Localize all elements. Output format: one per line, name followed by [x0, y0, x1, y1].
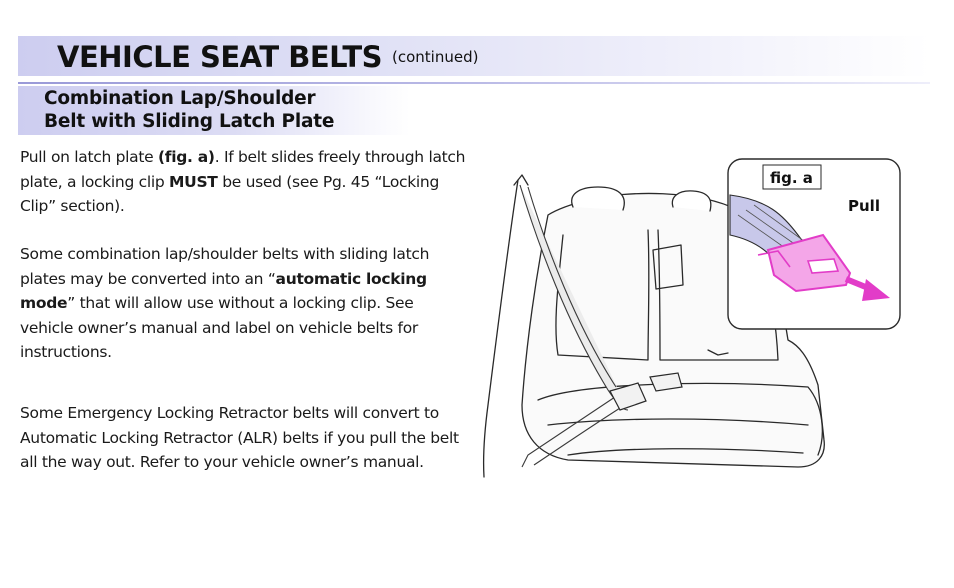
p1-text-2: . If belt slides freely through latch plate, a locking clip [20, 148, 466, 191]
fig-a-label: fig. a [770, 169, 813, 187]
paragraph-automatic-locking [20, 242, 470, 365]
p1-must: MUST [169, 172, 218, 191]
section-title [44, 87, 424, 133]
section-title-line2: Belt with Sliding Latch Plate [44, 111, 335, 132]
page-subtitle: (continued) [392, 48, 479, 66]
page-title: VEHICLE SEAT BELTS [57, 40, 383, 74]
seat-belt-illustration [478, 155, 908, 485]
p2-text-1: Some combination lap/shoulder belts with sliding latch plates may be converted into an “ [20, 245, 430, 288]
p1-text-1: Pull on latch plate [20, 148, 159, 166]
p2-automatic-locking-mode: automatic locking mode [20, 269, 427, 312]
pull-label: Pull [848, 197, 880, 215]
paragraph-alr [20, 401, 470, 475]
p1-fig-ref: (fig. a) [158, 148, 215, 166]
fig-a-inset [728, 159, 900, 329]
paragraph-pull-latch [20, 145, 470, 219]
section-title-line1: Combination Lap/Shoulder [44, 88, 316, 109]
title-rule [18, 82, 930, 84]
p2-text-2: ” that will allow use without a locking clip. See vehicle owner’s manual and label on vehicle belts for instructions. [20, 294, 418, 361]
p1-text-3: be used (see Pg. 45 “Locking Clip” section). [20, 172, 439, 215]
p3-text-1: Some Emergency Locking Retractor belts will convert to Automatic Locking Retractor (ALR) belts if you pull the belt all the way out. Refer to your vehicle owner’s manual. [20, 404, 459, 471]
